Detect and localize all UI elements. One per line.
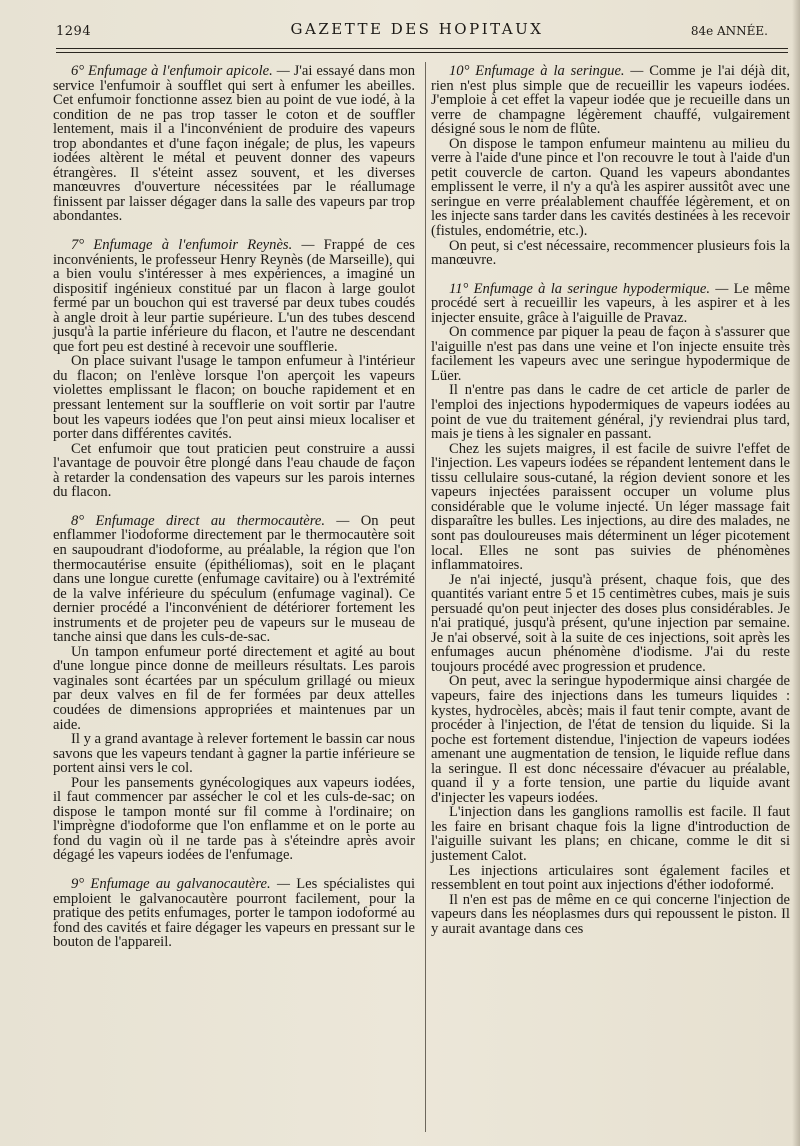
paragraph-text: Il n'en est pas de même en ce qui concerne l'injection de vapeurs dans les néoplasmes durs qui repoussent le piston. Il y aurait avantage dans ces xyxy=(431,891,790,937)
paragraph xyxy=(431,442,790,573)
header-rule-thin xyxy=(56,52,788,53)
paragraph-text: Comme je l'ai déjà dit, rien n'est plus simple que de recueillir les vapeurs iodées. J'emploie à cet effet la vapeur iodée que je recueille dans un verre de champagne légèrement chauffé, vulgairement désigné sous le nom de flûte. xyxy=(431,63,790,138)
paragraph-text: L'injection dans les ganglions ramollis est facile. Il faut les faire en brisant chaque fois la ligne d'introduction de l'aiguille suivant les plans; en chicane, comme le dit si justement Calot. xyxy=(431,804,790,864)
section-heading: 11° Enfumage à la seringue hypodermique. — xyxy=(449,280,729,297)
section-heading: 6° Enfumage à l'enfumoir apicole. — xyxy=(71,63,290,79)
section-heading: 9° Enfumage au galvanocautère. — xyxy=(71,875,290,892)
paragraph-text: On place suivant l'usage le tampon enfumeur à l'intérieur du flacon; on l'enlève lorsque l'on aperçoit les vapeurs violettes emplissant le flacon; on bouche rapidement et en pressant lentement sur la soufflerie on voit sortir par l'autre bout les vapeurs iodées que l'on peut ainsi mieux localiser et porter dans différentes cavités. xyxy=(53,353,415,443)
paragraph-text: On peut, avec la seringue hypodermique ainsi chargée de vapeurs, faire des injections dans les tumeurs liquides : kystes, hydrocèles, abcès; mais il faut tenir compte, avant de procéder à l'injection, de l'état de tension du liquide. Si la poche est fortement distendue, l'injection de vapeurs iodées amenant une augmentation de tension, le liquide reflue dans la seringue. Il est donc nécessaire d'évacuer au préalable, quand il y a forte tension, une partie du liquide avant d'injecter les vapeurs iodées. xyxy=(431,673,790,806)
section-heading: 7° Enfumage à l'enfumoir Reynès. — xyxy=(71,237,315,254)
paragraph xyxy=(53,645,415,732)
paragraph xyxy=(431,325,790,383)
column-divider xyxy=(425,62,426,1132)
paragraph-text: On commence par piquer la peau de façon à s'assurer que l'aiguille n'est pas dans une veine et l'on injecte ensuite très facilement les vapeurs avec une seringue hypodermique de Lüer. xyxy=(431,324,790,384)
paragraph-text: Il n'entre pas dans le cadre de cet article de parler de l'emploi des injections hypodermiques de vapeurs iodées au point de vue du traitement général, j'y reviendrai plus tard, mais je tiens à les signaler en passant. xyxy=(431,382,790,443)
paragraph-text: J'ai essayé dans mon service l'enfumoir à soufflet qui sert à enfumer les abeilles. Cet enfumoir fonctionne assez bien au point de vue iodé, à la condition de ne pas trop tasser le coton et de souffler lentement, mais il a l'inconvénient de produire des vapeurs trop abondantes et d'une façon inégale; de plus, les vapeurs iodées altèrent le métal et peuvent donner des vapeurs étrangères. Il s'éteint assez souvent, et les diverses manœuvres d'ouverture nécessitées par le réallumage finissent par laisser dégager dans la salle des vapeurs par trop abondantes. xyxy=(53,63,416,225)
paragraph xyxy=(53,442,415,500)
paragraph-text: Chez les sujets maigres, il est facile de suivre l'effet de l'injection. Les vapeurs iodées se répandent lentement dans le tissu cellulaire sous-cutané, la région devient sonore et les vapeurs injectées paraissent occuper un volume plus considérable que le volume injecté. Un léger massage fait disparaître les bulles. Les injections, au dire des malades, ne sont pas douloureuses mais déterminent un léger picotement local. Elles ne sont pas suivies de phénomènes inflammatoires. xyxy=(431,440,790,574)
paragraph xyxy=(53,732,415,776)
page-number: 1294 xyxy=(56,24,92,39)
paragraph-text: Les injections articulaires sont également faciles et ressemblent en tout point aux injections d'éther iodoformé. xyxy=(431,862,790,894)
paragraph-text: On peut, si c'est nécessaire, recommencer plusieurs fois la manœuvre. xyxy=(431,237,790,269)
section-paragraph xyxy=(53,877,415,950)
section-paragraph xyxy=(431,282,790,326)
paragraph-text: Je n'ai injecté, jusqu'à présent, chaque fois, que des quantités variant entre 5 et 15 centimètres cubes, mais je suis persuadé qu'on peut injecter des doses plus considérables. Je n'ai pratiqué, jusqu'à présent, qu'une injection par semaine. Je n'ai observé, soit à la suite de ces injections, soit après les enfumages aucun phénomène d'iodisme. J'ai du reste toujours procédé avec progression et prudence. xyxy=(431,571,790,675)
paragraph xyxy=(431,805,790,863)
paragraph-text: Le même procédé sert à recueillir les vapeurs, à les aspirer et à les injecter ensuite, grâce à l'aiguille de Pravaz. xyxy=(431,280,790,326)
paragraph xyxy=(431,674,790,805)
paragraph-text: On peut enflammer l'iodoforme directement par le thermocautère soit en saupoudrant d'iodoforme, au préalable, la région que l'on thermocautérise ensuite (épithéliomas), soit en le plaçant dans une longue curette (enfumage cavitaire) ou à l'extrémité de la valve inférieure du spéculum (enfumage vaginal). Ce dernier procédé a l'inconvénient de détériorer fortement les instruments et de projeter peu de vapeurs sur le museau de tanche ainsi que dans les culs-de-sac. xyxy=(53,512,416,646)
paragraph-text: Un tampon enfumeur porté directement et agité au bout d'une longue pince donne de meilleurs résultats. Les parois vaginales sont écartées par un spéculum grillagé ou mieux par deux valves en fil de fer formées par deux attelles coudées de dimensions appropriées et maintenues par un aide. xyxy=(53,643,415,733)
section-paragraph xyxy=(53,64,415,224)
paragraph xyxy=(53,354,415,441)
year-label: 84e ANNÉE. xyxy=(690,24,768,38)
section-heading: 8° Enfumage direct au thermocautère. — xyxy=(71,512,350,529)
left-column xyxy=(53,64,415,950)
right-column xyxy=(431,64,790,936)
paragraph xyxy=(53,776,415,863)
paragraph-text: On dispose le tampon enfumeur maintenu au milieu du verre à l'aide d'une pince et l'on recouvre le tout à l'aide d'un petit couvercle de carton. Quand les vapeurs abondantes emplissent le verre, il n'y a qu'à les aspirer aussitôt avec une seringue en verre préalablement chauffée légèrement, et on les injecte sans tarder dans les cavités destinées à les recevoir (fistules, endométrie, etc.). xyxy=(431,135,790,240)
paragraph-text: Pour les pansements gynécologiques aux vapeurs iodées, il faut commencer par assécher le col et les culs-de-sac; on dispose le tampon monté sur fil comme à l'ordinaire; on l'imprègne d'iodoforme que l'on enflamme et on le porte au fond du vagin où il ne tarde pas à s'éteindre après avoir dégagé les vapeurs iodées de l'enfumage. xyxy=(53,774,415,864)
section-paragraph xyxy=(53,238,415,354)
paragraph-text: Frappé de ces inconvénients, le professeur Henry Reynès (de Marseille), qui a bien voulu s'intéresser à mes expériences, a imaginé un dispositif ingénieux constitué par un flacon à large goulot fermé par un bouchon qui est traversé par deux tubes coudés à angle droit à leur partie supérieure. L'un des tubes descend jusqu'à la partie inférieure du flacon, et l'autre ne descendant que fort peu est destiné à recevoir une soufflerie. xyxy=(53,237,415,355)
paragraph xyxy=(431,864,790,893)
paragraph-text: Cet enfumoir que tout praticien peut construire a aussi l'avantage de pouvoir être plongé dans l'eau chaude de façon à retarder la condensation des vapeurs sur les parois internes du flacon. xyxy=(53,440,415,501)
section-paragraph xyxy=(53,514,415,645)
paragraph xyxy=(431,573,790,675)
header-rule xyxy=(56,48,788,49)
paragraph-text: Il y a grand avantage à relever fortement le bassin car nous savons que les vapeurs tendant à gagner la partie inférieure se portent ainsi vers le col. xyxy=(53,731,416,777)
section-heading: 10° Enfumage à la seringue. — xyxy=(449,63,644,79)
paragraph xyxy=(431,893,790,937)
paragraph xyxy=(431,383,790,441)
paragraph xyxy=(431,137,790,239)
page-header xyxy=(56,18,778,48)
journal-title: GAZETTE DES HOPITAUX xyxy=(290,20,544,38)
page-edge-shadow xyxy=(792,0,800,1146)
paragraph xyxy=(431,239,790,268)
section-paragraph xyxy=(431,64,790,137)
paragraph-text: Les spécialistes qui emploient le galvanocautère pourront facilement, pour la pratique des petits enfumages, porter le tampon iodoformé au fond des cavités et faire dégager les vapeurs en pressant sur le bouton de l'appareil. xyxy=(53,875,415,951)
